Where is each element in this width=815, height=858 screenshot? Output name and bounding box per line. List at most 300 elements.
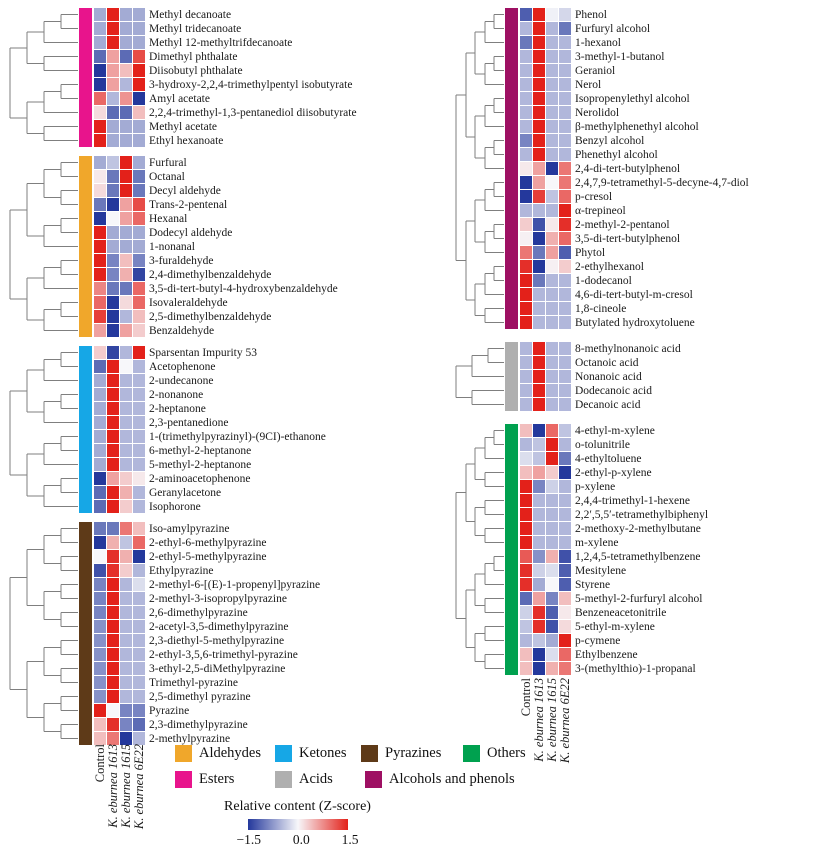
- heatmap-cell: [559, 288, 571, 301]
- heatmap-cell: [533, 424, 545, 437]
- column-label: K. eburnea 6E22: [132, 744, 146, 830]
- dendrogram: [6, 346, 78, 513]
- heatmap-cell: [120, 156, 132, 169]
- heatmap-cell: [546, 134, 558, 147]
- heatmap-cell: [133, 536, 145, 549]
- row-label: Dodecyl aldehyde: [149, 227, 233, 239]
- row-label: Dodecanoic acid: [575, 385, 652, 397]
- heatmap-cell: [107, 240, 119, 253]
- heatmap-cell: [107, 676, 119, 689]
- heatmap-cell: [120, 374, 132, 387]
- heatmap-cell: [107, 522, 119, 535]
- heatmap-cell: [533, 438, 545, 451]
- row-label: 1-dodecanol: [575, 275, 632, 287]
- dendrogram: [452, 8, 504, 329]
- row-label: Octanoic acid: [575, 357, 639, 369]
- heatmap-cell: [520, 648, 532, 661]
- heatmap-cell: [107, 690, 119, 703]
- heatmap-cell: [520, 204, 532, 217]
- heatmap-cell: [94, 240, 106, 253]
- row-label: 2-ethyl-6-methylpyrazine: [149, 537, 267, 549]
- heatmap-cell: [120, 120, 132, 133]
- row-label: Methyl decanoate: [149, 9, 232, 21]
- heatmap-cell: [546, 620, 558, 633]
- heatmap-cell: [107, 402, 119, 415]
- heatmap-cell: [520, 274, 532, 287]
- heatmap-grid: [94, 8, 145, 147]
- row-label: 5-methyl-2-heptanone: [149, 459, 252, 471]
- heatmap-cell: [107, 606, 119, 619]
- heatmap-cell: [94, 662, 106, 675]
- heatmap-cell: [120, 92, 132, 105]
- row-label: Furfural: [149, 157, 187, 169]
- heatmap-cell: [520, 522, 532, 535]
- heatmap-cell: [520, 424, 532, 437]
- row-label: 3-ethyl-2,5-diMethylpyrazine: [149, 663, 286, 675]
- heatmap-cell: [107, 8, 119, 21]
- heatmap-cell: [133, 92, 145, 105]
- legend-label: Pyrazines: [385, 745, 442, 761]
- row-labels: [145, 8, 357, 148]
- row-label: Phenethyl alcohol: [575, 149, 658, 161]
- heatmap-cell: [520, 302, 532, 315]
- heatmap-cell: [120, 458, 132, 471]
- heatmap-cell: [533, 134, 545, 147]
- heatmap-cell: [533, 120, 545, 133]
- heatmap-cell: [533, 218, 545, 231]
- heatmap-cell: [546, 494, 558, 507]
- heatmap-cell: [120, 198, 132, 211]
- column-label: K. eburnea 1613: [532, 678, 546, 762]
- row-label: Nonanoic acid: [575, 371, 642, 383]
- heatmap-cell: [120, 620, 132, 633]
- heatmap-cell: [120, 472, 132, 485]
- heatmap-cell: [533, 342, 545, 355]
- row-label: α-trepineol: [575, 205, 626, 217]
- heatmap-cell: [546, 148, 558, 161]
- row-label: Phenol: [575, 9, 607, 21]
- heatmap-cell: [533, 92, 545, 105]
- row-label: 1,8-cineole: [575, 303, 627, 315]
- column-label-cell: [133, 744, 146, 856]
- heatmap-cell: [107, 578, 119, 591]
- heatmap-cell: [107, 282, 119, 295]
- heatmap-cell: [520, 438, 532, 451]
- row-label: Mesitylene: [575, 565, 627, 577]
- heatmap-cell: [107, 64, 119, 77]
- heatmap-cell: [533, 606, 545, 619]
- heatmap-grid: [520, 8, 571, 329]
- heatmap-cell: [520, 260, 532, 273]
- heatmap-block-alcohols-and-phenols: [452, 8, 749, 330]
- row-labels: [145, 522, 320, 746]
- category-bar: [505, 8, 518, 329]
- heatmap-cell: [94, 620, 106, 633]
- heatmap-cell: [120, 718, 132, 731]
- colorbar-tick-max: 1.5: [341, 832, 359, 847]
- heatmap-cell: [94, 648, 106, 661]
- heatmap-cell: [546, 452, 558, 465]
- heatmap-cell: [120, 296, 132, 309]
- heatmap-cell: [94, 444, 106, 457]
- legend-swatch: [175, 745, 192, 762]
- row-labels: [571, 342, 681, 412]
- heatmap-cell: [533, 274, 545, 287]
- heatmap-cell: [533, 260, 545, 273]
- heatmap-cell: [559, 190, 571, 203]
- heatmap-cell: [107, 170, 119, 183]
- heatmap-cell: [520, 50, 532, 63]
- heatmap-cell: [546, 316, 558, 329]
- heatmap-cell: [107, 718, 119, 731]
- heatmap-cell: [107, 662, 119, 675]
- heatmap-block-ketones: [6, 346, 357, 514]
- heatmap-cell: [120, 282, 132, 295]
- heatmap-cell: [133, 620, 145, 633]
- legend-item-alcohols-and-phenols: [365, 771, 515, 788]
- heatmap-cell: [546, 466, 558, 479]
- heatmap-cell: [107, 416, 119, 429]
- column-label: Control: [519, 678, 533, 717]
- heatmap-cell: [546, 606, 558, 619]
- row-label: 5-methyl-2-furfuryl alcohol: [575, 593, 703, 605]
- heatmap-cell: [533, 648, 545, 661]
- heatmap-cell: [107, 536, 119, 549]
- heatmap-cell: [94, 676, 106, 689]
- column-label: K. eburnea 1615: [545, 678, 559, 762]
- heatmap-cell: [133, 134, 145, 147]
- heatmap-cell: [94, 184, 106, 197]
- heatmap-cell: [94, 500, 106, 513]
- dendrogram: [6, 156, 78, 337]
- heatmap-cell: [94, 360, 106, 373]
- row-label: 3,5-di-tert-butylphenol: [575, 233, 681, 245]
- heatmap-cell: [94, 296, 106, 309]
- heatmap-cell: [133, 550, 145, 563]
- heatmap-cell: [559, 162, 571, 175]
- heatmap-cell: [559, 480, 571, 493]
- row-label: 4-ethyltoluene: [575, 453, 642, 465]
- heatmap-cell: [133, 486, 145, 499]
- heatmap-cell: [133, 648, 145, 661]
- row-label: Butylated hydroxytoluene: [575, 317, 695, 329]
- row-label: 3-(methylthio)-1-propanal: [575, 663, 696, 675]
- heatmap-cell: [107, 564, 119, 577]
- heatmap-cell: [107, 458, 119, 471]
- heatmap-cell: [120, 500, 132, 513]
- heatmap-cell: [94, 550, 106, 563]
- heatmap-cell: [533, 356, 545, 369]
- row-label: 2-methoxy-2-methylbutane: [575, 523, 701, 535]
- heatmap-cell: [546, 204, 558, 217]
- row-label: 4-ethyl-m-xylene: [575, 425, 655, 437]
- row-label: 2,4-di-tert-butylphenol: [575, 163, 681, 175]
- column-label: Control: [93, 744, 107, 783]
- heatmap-cell: [107, 324, 119, 337]
- row-label: Geraniol: [575, 65, 616, 77]
- heatmap-cell: [120, 36, 132, 49]
- heatmap-cell: [520, 508, 532, 521]
- heatmap-cell: [520, 190, 532, 203]
- heatmap-cell: [533, 162, 545, 175]
- heatmap-cell: [533, 536, 545, 549]
- heatmap-cell: [533, 8, 545, 21]
- row-label: Phytol: [575, 247, 606, 259]
- heatmap-cell: [546, 120, 558, 133]
- heatmap-cell: [559, 106, 571, 119]
- row-label: 3,5-di-tert-butyl-4-hydroxybenzaldehyde: [149, 283, 338, 295]
- heatmap-cell: [94, 430, 106, 443]
- row-label: Iso-amylpyrazine: [149, 523, 230, 535]
- heatmap-cell: [120, 444, 132, 457]
- heatmap-cell: [546, 106, 558, 119]
- category-bar: [79, 156, 92, 337]
- row-label: 2,5-dimethyl pyrazine: [149, 691, 251, 703]
- heatmap-cell: [107, 106, 119, 119]
- heatmap-cell: [94, 120, 106, 133]
- row-label: 1-hexanol: [575, 37, 621, 49]
- heatmap-cell: [533, 22, 545, 35]
- heatmap-cell: [559, 620, 571, 633]
- heatmap-cell: [546, 8, 558, 21]
- heatmap-cell: [520, 550, 532, 563]
- heatmap-cell: [133, 226, 145, 239]
- heatmap-cell: [533, 288, 545, 301]
- heatmap-cell: [94, 156, 106, 169]
- heatmap-cell: [559, 302, 571, 315]
- heatmap-cell: [94, 486, 106, 499]
- row-label: 1-nonanal: [149, 241, 195, 253]
- heatmap-cell: [559, 592, 571, 605]
- heatmap-panel-left: [6, 8, 357, 754]
- heatmap-cell: [120, 564, 132, 577]
- row-label: 1,2,4,5-tetramethylbenzene: [575, 551, 701, 563]
- heatmap-cell: [546, 36, 558, 49]
- colorbar-tick-mid: 0.0: [292, 832, 310, 847]
- heatmap-cell: [94, 22, 106, 35]
- heatmap-cell: [559, 148, 571, 161]
- heatmap-cell: [120, 78, 132, 91]
- heatmap-cell: [133, 36, 145, 49]
- legend-item-acids: [275, 771, 333, 788]
- row-labels: [145, 156, 338, 338]
- heatmap-cell: [533, 466, 545, 479]
- row-label: Furfuryl alcohol: [575, 23, 651, 35]
- row-label: Ethylpyrazine: [149, 565, 214, 577]
- heatmap-cell: [520, 148, 532, 161]
- heatmap-cell: [559, 316, 571, 329]
- heatmap-cell: [533, 564, 545, 577]
- heatmap-cell: [120, 388, 132, 401]
- heatmap-cell: [120, 240, 132, 253]
- heatmap-cell: [94, 170, 106, 183]
- heatmap-cell: [133, 296, 145, 309]
- heatmap-cell: [520, 342, 532, 355]
- heatmap-cell: [559, 466, 571, 479]
- heatmap-cell: [94, 634, 106, 647]
- row-label: 6-methyl-2-heptanone: [149, 445, 252, 457]
- row-label: Ethyl hexanoate: [149, 135, 224, 147]
- heatmap-cell: [107, 430, 119, 443]
- heatmap-cell: [120, 212, 132, 225]
- heatmap-cell: [520, 120, 532, 133]
- heatmap-cell: [133, 676, 145, 689]
- colorbar: [200, 799, 395, 848]
- heatmap-cell: [120, 310, 132, 323]
- heatmap-cell: [94, 402, 106, 415]
- row-label: 2,3-dimethylpyrazine: [149, 719, 248, 731]
- heatmap-cell: [533, 106, 545, 119]
- heatmap-cell: [546, 522, 558, 535]
- heatmap-cell: [107, 120, 119, 133]
- heatmap-cell: [520, 316, 532, 329]
- heatmap-cell: [94, 536, 106, 549]
- heatmap-cell: [520, 620, 532, 633]
- row-label: 2-ethyl-5-methylpyrazine: [149, 551, 267, 563]
- heatmap-cell: [533, 384, 545, 397]
- heatmap-cell: [94, 346, 106, 359]
- heatmap-cell: [107, 50, 119, 63]
- heatmap-cell: [559, 536, 571, 549]
- heatmap-cell: [520, 134, 532, 147]
- heatmap-cell: [120, 522, 132, 535]
- heatmap-cell: [94, 310, 106, 323]
- row-label: Benzaldehyde: [149, 325, 215, 337]
- heatmap-cell: [133, 402, 145, 415]
- heatmap-cell: [520, 634, 532, 647]
- heatmap-cell: [533, 316, 545, 329]
- heatmap-cell: [520, 106, 532, 119]
- heatmap-cell: [520, 64, 532, 77]
- row-label: 2,2′,5,5′-tetramethylbiphenyl: [575, 509, 709, 521]
- heatmap-cell: [133, 50, 145, 63]
- heatmap-cell: [107, 296, 119, 309]
- heatmap-cell: [533, 64, 545, 77]
- heatmap-cell: [559, 22, 571, 35]
- legend-swatch: [275, 745, 292, 762]
- row-label: 3-methyl-1-butanol: [575, 51, 665, 63]
- legend-item-ketones: [275, 745, 347, 762]
- heatmap-cell: [120, 536, 132, 549]
- row-label: Trans-2-pentenal: [149, 199, 228, 211]
- heatmap-cell: [94, 578, 106, 591]
- heatmap-cell: [133, 120, 145, 133]
- legend-item-esters: [175, 771, 234, 788]
- heatmap-cell: [120, 676, 132, 689]
- heatmap-cell: [94, 36, 106, 49]
- heatmap-cell: [533, 494, 545, 507]
- heatmap-cell: [559, 134, 571, 147]
- heatmap-cell: [546, 92, 558, 105]
- heatmap-cell: [546, 384, 558, 397]
- row-label: 8-methylnonanoic acid: [575, 343, 681, 355]
- heatmap-cell: [546, 480, 558, 493]
- heatmap-cell: [94, 564, 106, 577]
- heatmap-cell: [94, 64, 106, 77]
- row-label: 2-ethyl-p-xylene: [575, 467, 652, 479]
- heatmap-cell: [120, 606, 132, 619]
- heatmap-cell: [559, 356, 571, 369]
- heatmap-cell: [120, 486, 132, 499]
- row-label: Decyl aldehyde: [149, 185, 221, 197]
- legend-item-pyrazines: [361, 745, 441, 762]
- heatmap-cell: [533, 508, 545, 521]
- heatmap-grid: [94, 346, 145, 513]
- heatmap-cell: [133, 156, 145, 169]
- heatmap-cell: [559, 50, 571, 63]
- heatmap-cell: [559, 564, 571, 577]
- row-label: Trimethyl-pyrazine: [149, 677, 239, 689]
- heatmap-cell: [107, 212, 119, 225]
- legend-item-aldehydes: [175, 745, 261, 762]
- heatmap-cell: [94, 78, 106, 91]
- heatmap-cell: [107, 486, 119, 499]
- row-label: Styrene: [575, 579, 611, 591]
- row-label: 2-methylpyrazine: [149, 733, 231, 745]
- heatmap-cell: [107, 472, 119, 485]
- heatmap-cell: [107, 620, 119, 633]
- heatmap-cell: [533, 232, 545, 245]
- heatmap-cell: [546, 634, 558, 647]
- heatmap-cell: [533, 522, 545, 535]
- heatmap-cell: [120, 402, 132, 415]
- heatmap-cell: [133, 374, 145, 387]
- heatmap-cell: [533, 634, 545, 647]
- heatmap-cell: [133, 106, 145, 119]
- legend-label: Alcohols and phenols: [389, 771, 515, 787]
- row-labels: [571, 8, 749, 330]
- row-label: 2-methyl-2-pentanol: [575, 219, 670, 231]
- row-label: 2,4-dimethylbenzaldehyde: [149, 269, 272, 281]
- heatmap-cell: [133, 324, 145, 337]
- row-label: Isophorone: [149, 501, 201, 513]
- row-label: Sparsentan Impurity 53: [149, 347, 257, 359]
- heatmap-cell: [133, 606, 145, 619]
- heatmap-cell: [94, 374, 106, 387]
- legend-label: Acids: [299, 771, 333, 787]
- category-bar: [505, 342, 518, 411]
- heatmap-cell: [520, 8, 532, 21]
- column-label-cell: [559, 678, 572, 790]
- heatmap-cell: [107, 310, 119, 323]
- row-label: 5-ethyl-m-xylene: [575, 621, 655, 633]
- row-label: 3-furaldehyde: [149, 255, 214, 267]
- heatmap-cell: [120, 634, 132, 647]
- heatmap-cell: [107, 592, 119, 605]
- heatmap-cell: [120, 578, 132, 591]
- heatmap-cell: [546, 246, 558, 259]
- heatmap-cell: [133, 64, 145, 77]
- heatmap-cell: [546, 370, 558, 383]
- heatmap-cell: [133, 444, 145, 457]
- heatmap-cell: [107, 648, 119, 661]
- heatmap-cell: [520, 288, 532, 301]
- heatmap-cell: [133, 78, 145, 91]
- heatmap-cell: [133, 690, 145, 703]
- heatmap-cell: [559, 204, 571, 217]
- heatmap-cell: [133, 472, 145, 485]
- heatmap-cell: [559, 260, 571, 273]
- row-label: Decanoic acid: [575, 399, 641, 411]
- heatmap-cell: [120, 22, 132, 35]
- heatmap-cell: [133, 254, 145, 267]
- heatmap-cell: [520, 218, 532, 231]
- heatmap-cell: [520, 162, 532, 175]
- heatmap-cell: [107, 156, 119, 169]
- row-label: 2,2,4-trimethyl-1,3-pentanediol diisobutyrate: [149, 107, 357, 119]
- heatmap-cell: [533, 578, 545, 591]
- row-label: Geranylacetone: [149, 487, 222, 499]
